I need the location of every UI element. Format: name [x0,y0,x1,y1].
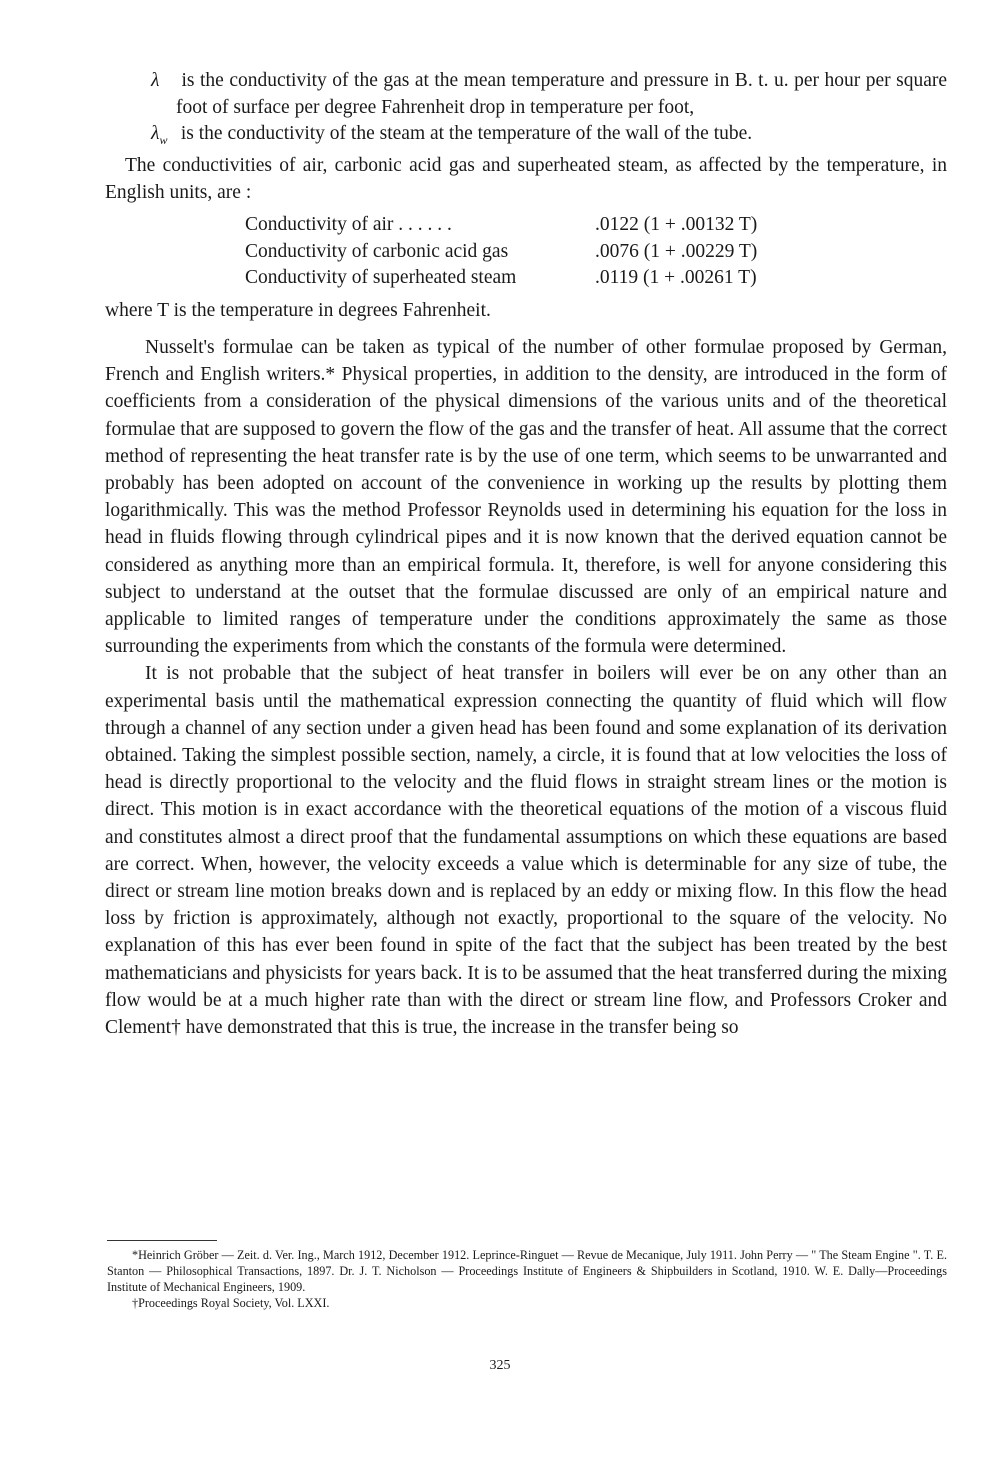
definition-text: is the conductivity of the steam at the temperature of the wall of the tube. [180,123,753,144]
conductivity-intro: The conductivities of air, carbonic acid gas and superheated steam, as affected by the temperature, in English units, are : [105,155,947,203]
table-row [245,212,947,239]
definition-text: is the conductivity of the gas at the mean temperature and pressure in B. t. u. per hour per square foot of surface per degree Fahrenheit drop in temperature per foot, [176,70,948,118]
footnote: *Heinrich Gröber — Zeit. d. Ver. Ing., March 1912, December 1912. Leprince-Ringuet — Revue de Mecanique, July 1911. John Perry — " The Steam Engine ". T. E. Stanton — Philosophical Transactions, 1897. Dr. J. T. Nicholson — Proceedings Institute of Engineers & Shipbuilders in Scotland, 1910. W. E. Dally—Proceedings Institute of Mechanical Engineers, 1909. [107,1248,947,1294]
row-label: Conductivity of superheated steam [245,267,517,289]
definition-lambda-w [105,121,947,153]
paragraph: Nusselt's formulae can be taken as typical of the number of other formulae proposed by German, French and English writers.* Physical properties, in addition to the density, are introduced in the form of coefficients from a consideration of the physical dimensions of the various units and of the theoretical formulae that are supposed to govern the flow of the gas and the transfer of heat. All assume that the correct method of representing the heat transfer rate is by the use of one term, which seems to be unwarranted and probably has been adopted on account of the convenience in working up the results by plotting them logarithmically. This was the method Professor Reynolds used in determining his equation for the loss in head in fluids flowing through cylindrical pipes and it is now known that the derived equation cannot be considered as anything more than an empirical formula. It, therefore, is well for anyone considering this subject to understand at the outset that the formulae discussed are only of an empirical nature and applicable to limited ranges of temperature under the conditions approximately the same as those surrounding the experiments from which the constants of the formula were determined. [105,337,948,658]
table-row [245,239,947,266]
definitions-block [105,68,947,324]
page-number: 325 [489,1358,511,1373]
row-value: .0122 (1 + .00132 T) [595,214,758,236]
body-text [105,334,947,1041]
row-value: .0076 (1 + .00229 T) [595,240,758,262]
symbol-lambda: λ [151,70,160,91]
row-label: Conductivity of air . . . . . . [245,214,452,236]
footnotes [107,1240,947,1311]
definition-lambda [105,68,947,121]
paragraph: It is not probable that the subject of heat transfer in boilers will ever be on any other than an experimental basis until the mathematical expression connecting the quantity of fluid which will flow through a channel of any section under a given head has been found and some explanation of its derivation obtained. Taking the simplest possible section, namely, a circle, it is found that at low velocities the loss of head is directly proportional to the velocity and the fluid flows in straight stream lines or the motion is direct. This motion is in exact accordance with the theoretical equations of the motion of a viscous fluid and constitutes almost a direct proof that the fundamental assumptions on which these equations are based are correct. When, however, the velocity exceeds a value which is determinable for any size of tube, the direct or stream line motion breaks down and is replaced by an eddy or mixing flow. In this flow the head loss by friction is approximately, although not exactly, proportional to the square of the velocity. No explanation of this has ever been found in spite of the fact that the subject has been treated by the best mathematicians and physicists for years back. It is to be assumed that the heat transferred during the mixing flow would be at a much higher rate than with the direct or stream line flow, and Professors Croker and Clement† have demonstrated that this is true, the increase in the transfer being so [105,663,947,1039]
after-table-text: where T is the temperature in degrees Fahrenheit. [105,299,491,321]
footnote-divider [107,1240,217,1241]
row-value: .0119 (1 + .00261 T) [595,267,757,289]
table-row [245,265,947,292]
conductivity-table [245,212,947,292]
symbol-lambda-w: $\lambda_w$ [151,123,168,147]
footnote: †Proceedings Royal Society, Vol. LXXI. [132,1296,330,1310]
row-label: Conductivity of carbonic acid gas [245,240,509,262]
